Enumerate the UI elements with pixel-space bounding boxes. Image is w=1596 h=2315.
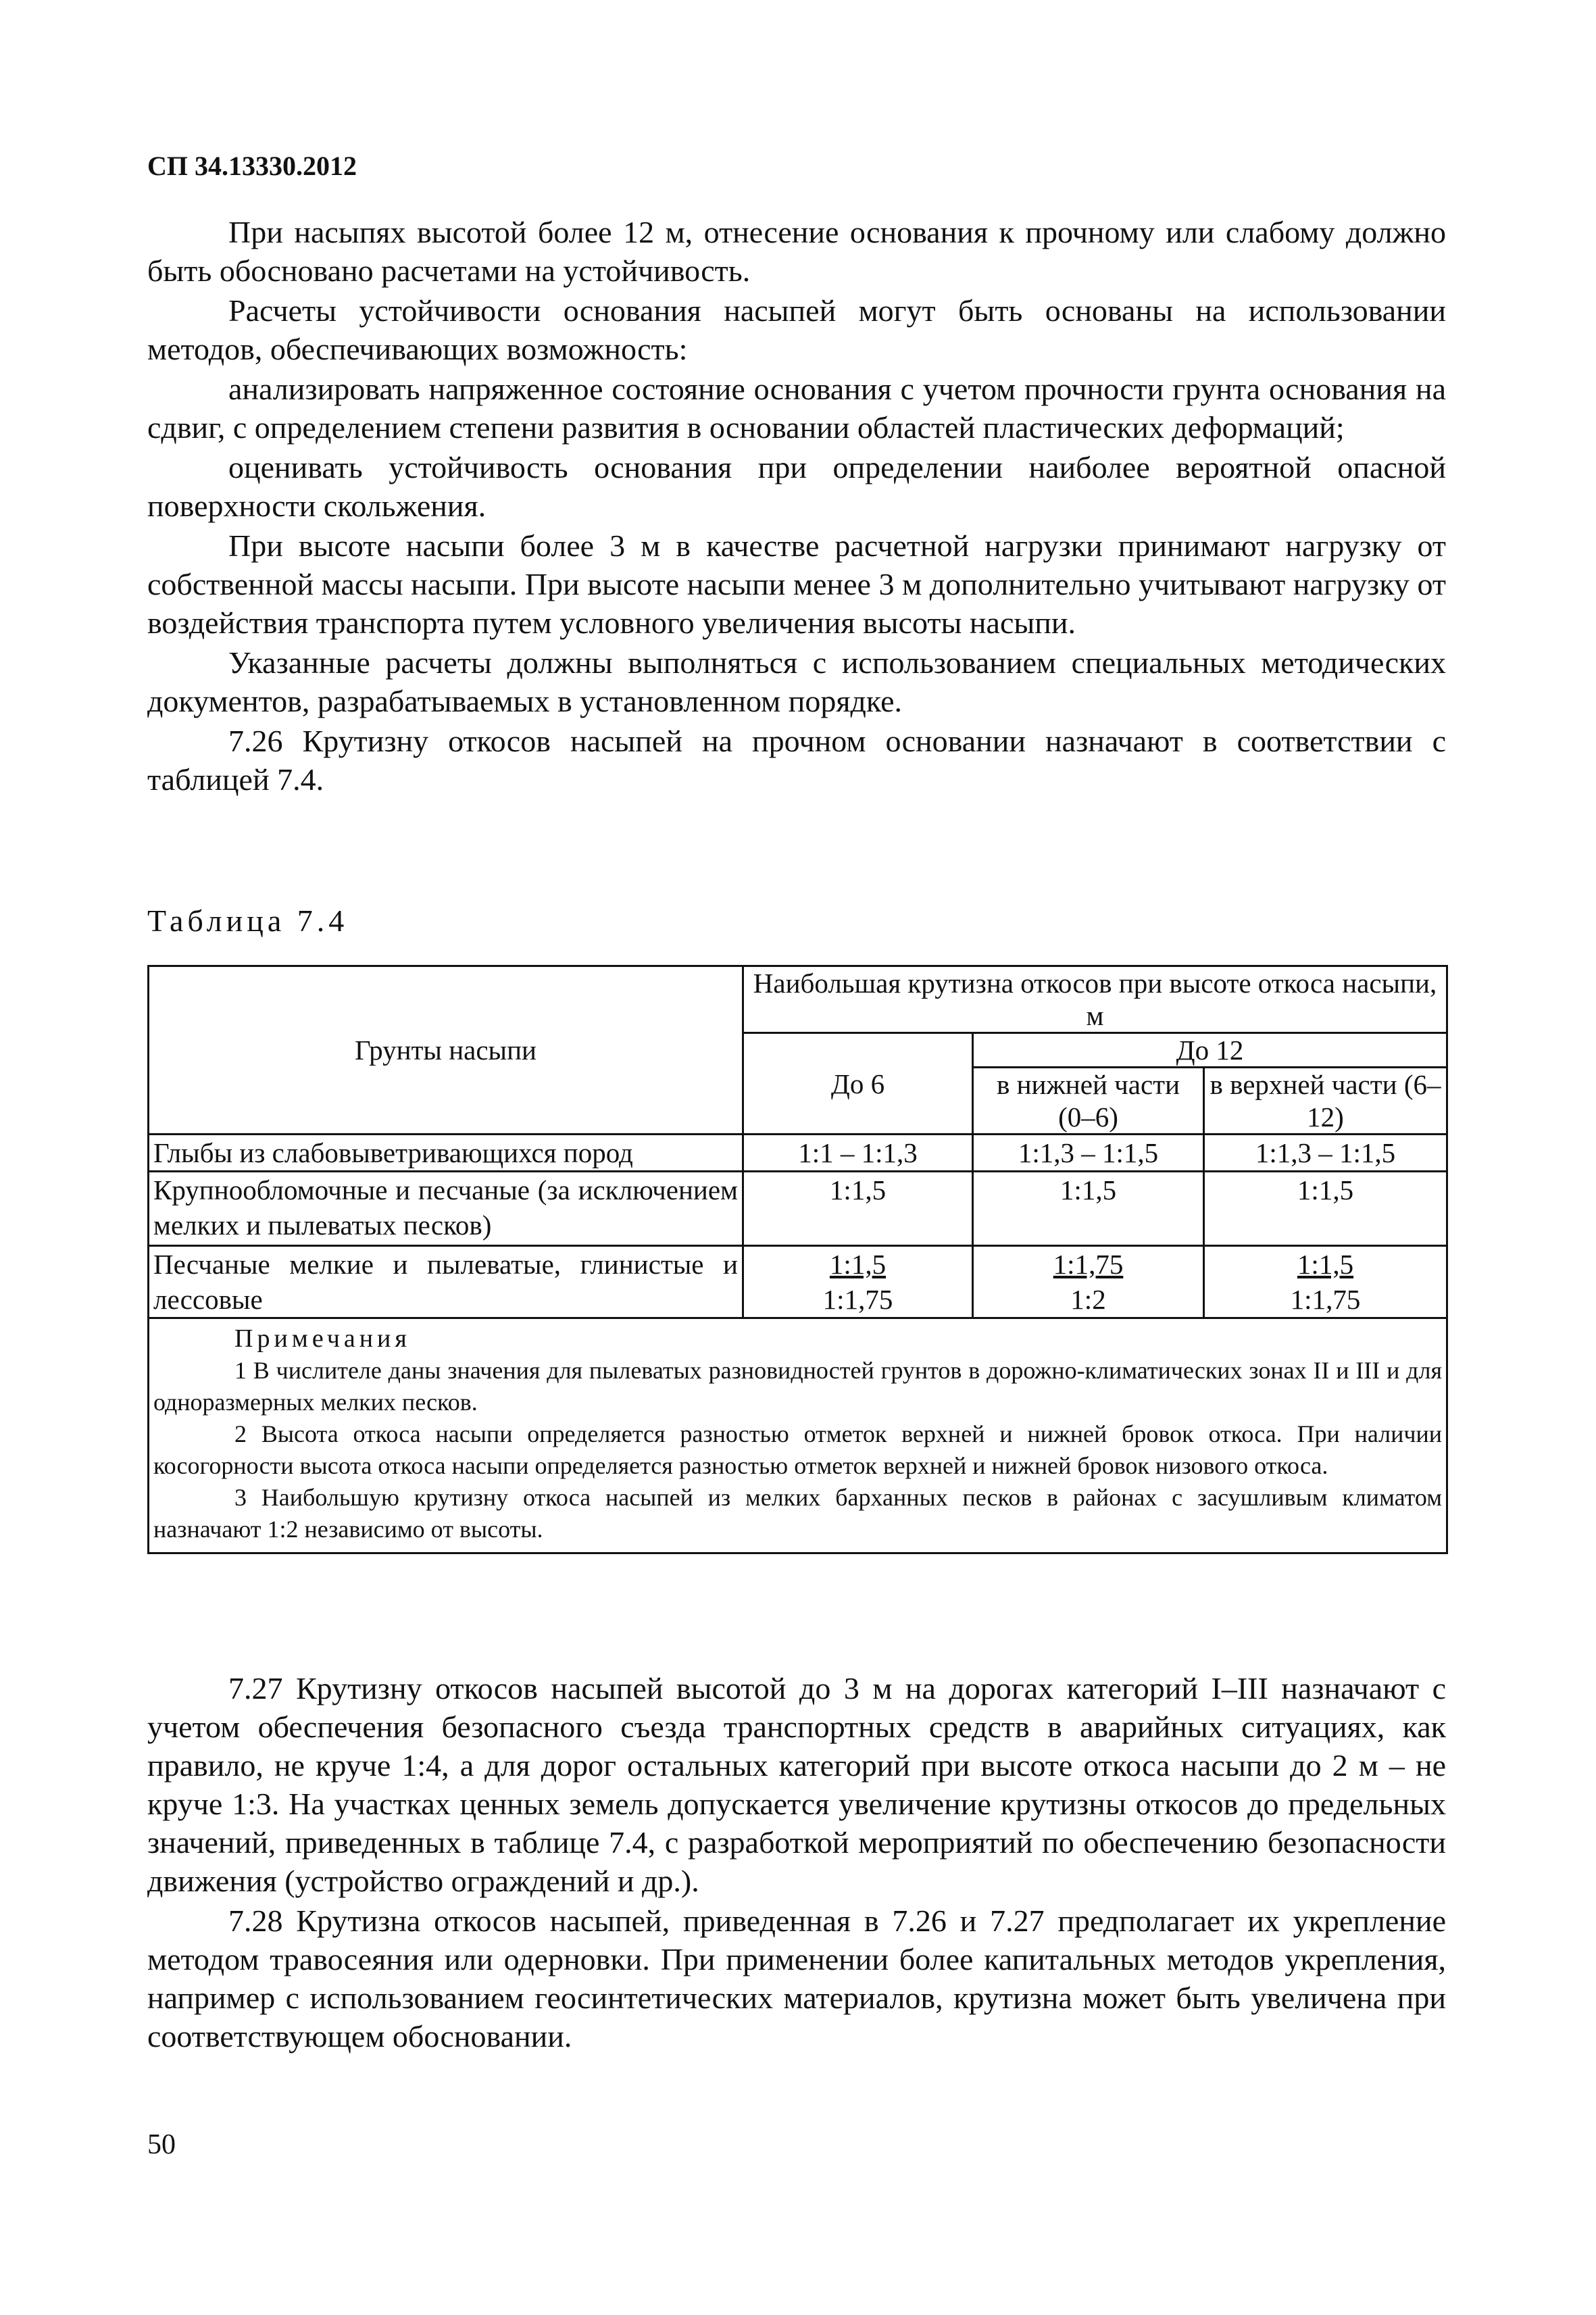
paragraph: 7.26 Крутизну откосов насыпей на прочном основании назначают в соответствии с таблицей 7.4. [147,724,1446,797]
value-cell: 1:1,5 [973,1172,1204,1246]
fraction-cell [973,1246,1204,1318]
denominator: 1:2 [1070,1284,1106,1315]
header-group: Наибольшая крутизна откосов при высоте откоса насыпи, м [743,966,1447,1033]
header-lower: в нижней части (0–6) [973,1068,1204,1135]
fraction-cell [743,1246,973,1318]
table-row [149,1135,1447,1172]
notes-title: Примечания [234,1324,411,1353]
value-cell: 1:1,3 – 1:1,5 [973,1135,1204,1172]
numerator: 1:1,75 [1053,1249,1124,1280]
paragraph: Указанные расчеты должны выполняться с использованием специальных методических документов, разрабатываемых в установленном порядке. [147,645,1446,718]
paragraphs-bottom [147,1669,1446,2056]
denominator: 1:1,75 [1290,1284,1361,1315]
numerator: 1:1,5 [1297,1249,1354,1280]
notes-cell [149,1318,1447,1553]
value-cell: 1:1,5 [1204,1172,1447,1246]
paragraph: 7.27 Крутизну откосов насыпей высотой до 3 м на дорогах категорий I–III назначают с учетом обеспечения безопасного съезда транспортных средств в аварийных ситуациях, как правило, не круче 1:4, а для дорог остальных категорий при высоте откоса насыпи до 2 м – не круче 1:3. На участках ценных земель допускается увеличение крутизны откосов до предельных значений, приведенных в таблице 7.4, с разработкой мероприятий по обеспечению безопасности движения (устройство ограждений и др.). [147,1671,1446,1898]
slope-table [147,965,1446,1554]
paragraph: анализировать напряженное состояние основания с учетом прочности грунта основания на сдвиг, с определением степени развития в основании областей пластических деформаций; [147,372,1446,445]
soil-cell: Крупнообломочные и песчаные (за исключением мелких и пылеватых песков) [149,1172,743,1246]
numerator: 1:1,5 [829,1249,887,1280]
header-upper: в верхней части (6–12) [1204,1068,1447,1135]
table-row [149,1246,1447,1318]
value-cell: 1:1,3 – 1:1,5 [1204,1135,1447,1172]
table-caption: Таблица 7.4 [147,903,349,938]
notes-row [149,1318,1447,1553]
header-upto6: До 6 [743,1033,973,1135]
paragraph: При высоте насыпи более 3 м в качестве расчетной нагрузки принимают нагрузку от собственной массы насыпи. При высоте насыпи менее 3 м дополнительно учитывают нагрузку от воздействия транспорта путем условного увеличения высоты насыпи. [147,528,1446,640]
header-soil: Грунты насыпи [149,966,743,1135]
note: 2 Высота откоса насыпи определяется разностью отметок верхней и нижней бровок откоса. При наличии косогорности высота откоса насыпи определяется разностью отметок верхней и нижней бровок низового откоса. [153,1420,1443,1479]
table-row [149,1172,1447,1246]
note: 3 Наибольшую крутизну откоса насыпей из мелких барханных песков в районах с засушливым климатом назначают 1:2 независимо от высоты. [153,1484,1443,1543]
paragraph: При насыпях высотой более 12 м, отнесение основания к прочному или слабому должно быть обосновано расчетами на устойчивость. [147,215,1446,288]
header-upto12: До 12 [973,1033,1447,1068]
soil-cell: Глыбы из слабовыветривающихся пород [149,1135,743,1172]
value-cell: 1:1,5 [743,1172,973,1246]
paragraph: Расчеты устойчивости основания насыпей могут быть основаны на использовании методов, обеспечивающих возможность: [147,293,1446,366]
paragraph: 7.28 Крутизна откосов насыпей, приведенная в 7.26 и 7.27 предполагает их укрепление методом травосеяния или одерновки. При применении более капитальных методов укрепления, например с использованием геосинтетических материалов, крутизна может быть увеличена при соответствующем обосновании. [147,1903,1446,2053]
denominator: 1:1,75 [822,1284,893,1315]
fraction-cell [1204,1246,1447,1318]
paragraph: оценивать устойчивость основания при определении наиболее вероятной опасной поверхности скольжения. [147,450,1446,523]
soil-cell: Песчаные мелкие и пылеватые, глинистые и лессовые [149,1246,743,1318]
value-cell: 1:1 – 1:1,3 [743,1135,973,1172]
document-code: СП 34.13330.2012 [147,151,357,181]
paragraphs-top [147,213,1446,799]
page-number: 50 [147,2129,176,2160]
note: 1 В числителе даны значения для пылеватых разновидностей грунтов в дорожно-климатических зонах II и III и для одноразмерных мелких песков. [153,1357,1443,1416]
